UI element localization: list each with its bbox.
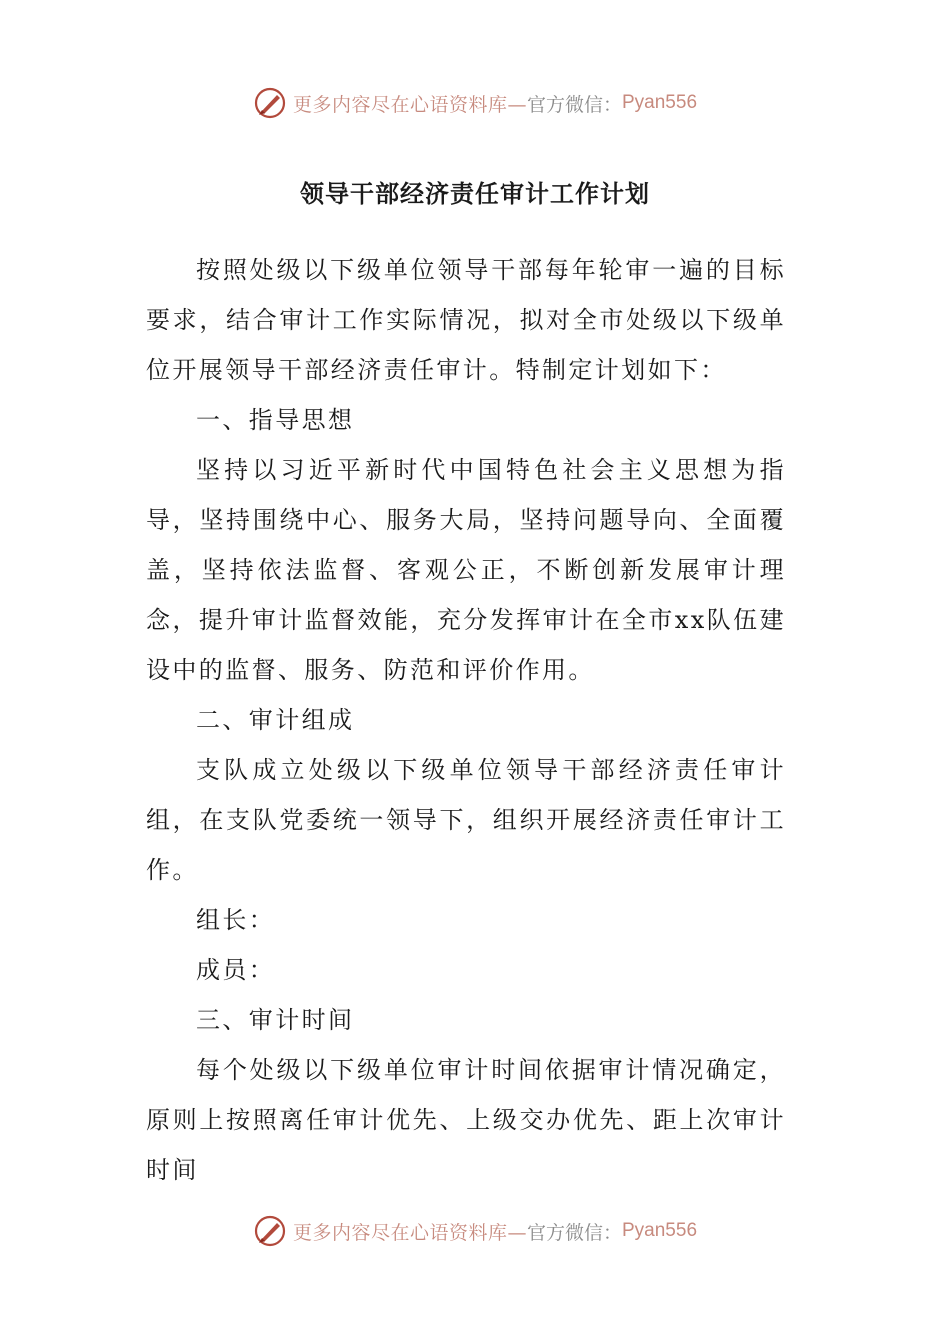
- pen-logo-icon: [253, 86, 287, 120]
- audit-composition-paragraph: 支队成立处级以下级单位领导干部经济责任审计组，在支队党委统一领导下，组织开展经济责任审计工作。: [146, 756, 786, 884]
- watermark-id: Pyan556: [622, 1220, 698, 1241]
- section-heading-audit-composition: 二、审计组成: [196, 706, 355, 734]
- footer-watermark: [0, 1211, 950, 1251]
- header-watermark: [0, 83, 950, 123]
- section-heading-audit-time: 三、审计时间: [196, 1006, 355, 1034]
- section-heading-guiding-thought: 一、指导思想: [196, 406, 355, 434]
- watermark-id: Pyan556: [622, 92, 698, 113]
- watermark-label: 官方微信：: [526, 93, 622, 116]
- pen-logo-icon: [253, 1214, 287, 1248]
- watermark-text: 更多内容尽在心语资料库—: [292, 1221, 527, 1244]
- document-title: 领导干部经济责任审计工作计划: [300, 179, 650, 208]
- members-line: 成员：: [196, 956, 276, 984]
- leader-line: 组长：: [196, 906, 276, 934]
- audit-time-paragraph: 每个处级以下级单位审计时间依据审计情况确定，原则上按照离任审计优先、上级交办优先、距上次审计时间: [146, 1056, 786, 1184]
- document-body: [146, 245, 786, 1195]
- guiding-thought-paragraph: 坚持以习近平新时代中国特色社会主义思想为指导，坚持围绕中心、服务大局，坚持问题导向、全面覆盖，坚持依法监督、客观公正，不断创新发展审计理念，提升审计监督效能，充分发挥审计在全市xx队伍建设中的监督、服务、防范和评价作用。: [146, 456, 786, 684]
- intro-paragraph: 按照处级以下级单位领导干部每年轮审一遍的目标要求，结合审计工作实际情况，拟对全市处级以下级单位开展领导干部经济责任审计。特制定计划如下：: [146, 256, 786, 384]
- watermark-text: 更多内容尽在心语资料库—: [292, 93, 527, 116]
- watermark-label: 官方微信：: [526, 1221, 622, 1244]
